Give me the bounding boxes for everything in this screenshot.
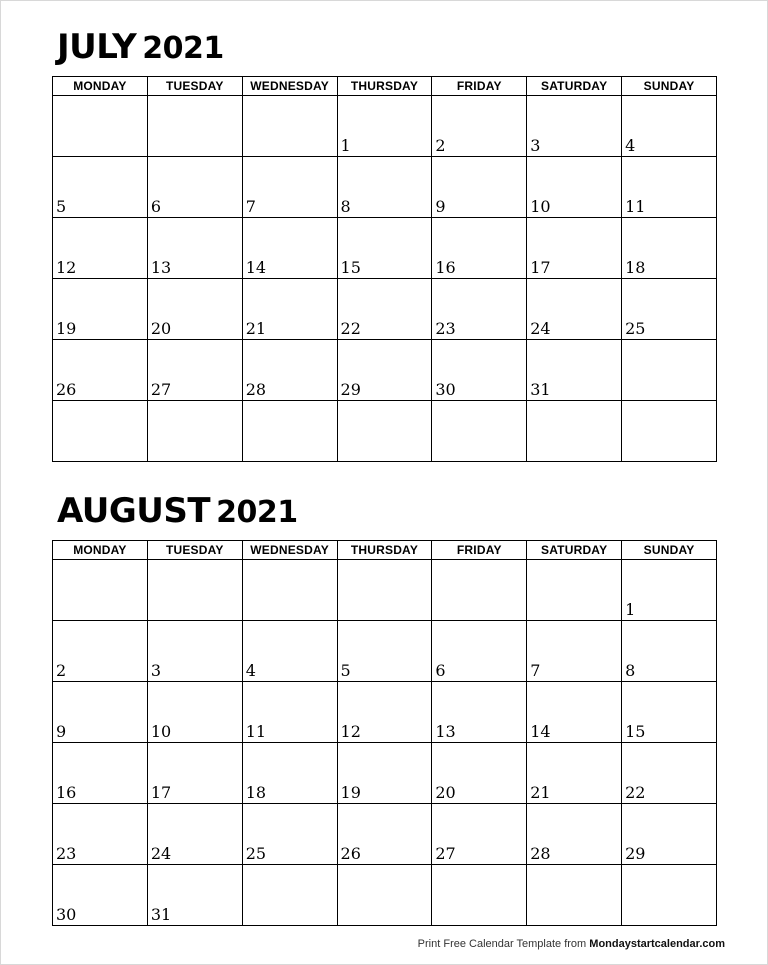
july-day-number: 7 — [245, 197, 256, 216]
august-day-number: 31 — [150, 905, 172, 924]
august-day-cell — [622, 865, 717, 926]
july-day-cell — [432, 96, 527, 157]
august-day-number: 7 — [530, 661, 541, 680]
august-day-cell — [622, 804, 717, 865]
july-calendar-grid — [52, 76, 717, 462]
july-month-label: JULY — [57, 27, 137, 67]
july-day-cell — [527, 340, 622, 401]
july-day-number: 23 — [435, 319, 456, 338]
footer-credit — [418, 938, 725, 950]
july-day-number: 8 — [340, 197, 351, 216]
august-day-cell — [622, 743, 717, 804]
july-day-number: 21 — [245, 319, 267, 338]
august-day-number: 25 — [245, 844, 267, 863]
july-day-number: 12 — [56, 258, 77, 277]
july-day-number: 22 — [340, 319, 361, 338]
july-day-number: 27 — [150, 380, 172, 399]
july-week-row — [53, 157, 717, 218]
july-day-number: 11 — [625, 197, 646, 216]
august-day-number: 29 — [625, 844, 646, 863]
july-header-friday: FRIDAY — [432, 77, 527, 96]
july-day-cell — [242, 340, 337, 401]
july-year-label: 2021 — [142, 31, 224, 66]
july-day-cell — [53, 96, 148, 157]
july-day-cell — [622, 96, 717, 157]
august-day-cell — [242, 621, 337, 682]
august-week-row — [53, 743, 717, 804]
july-day-cell — [337, 218, 432, 279]
july-day-cell — [622, 157, 717, 218]
august-header-wednesday: WEDNESDAY — [242, 541, 337, 560]
august-day-number: 26 — [340, 844, 361, 863]
august-header-sunday: SUNDAY — [622, 541, 717, 560]
july-day-cell — [622, 340, 717, 401]
august-day-number: 1 — [625, 600, 636, 619]
july-day-cell — [242, 218, 337, 279]
august-week-row — [53, 865, 717, 926]
july-day-cell — [527, 401, 622, 462]
august-calendar-grid — [52, 540, 717, 926]
august-day-cell — [337, 804, 432, 865]
august-week-row — [53, 560, 717, 621]
august-day-number: 19 — [340, 783, 361, 802]
july-day-number: 1 — [340, 136, 351, 155]
august-day-cell — [53, 682, 148, 743]
august-day-number: 11 — [245, 722, 267, 741]
august-header-monday: MONDAY — [53, 541, 148, 560]
august-year-label: 2021 — [216, 495, 298, 530]
july-day-cell — [53, 218, 148, 279]
july-day-cell — [147, 340, 242, 401]
august-day-number: 5 — [340, 661, 351, 680]
july-day-number: 24 — [530, 319, 551, 338]
july-day-number: 6 — [150, 197, 162, 216]
august-day-number: 2 — [56, 661, 67, 680]
july-day-cell — [527, 157, 622, 218]
august-day-cell — [527, 682, 622, 743]
august-day-cell — [242, 682, 337, 743]
august-day-cell — [242, 743, 337, 804]
july-day-cell — [147, 157, 242, 218]
july-day-cell — [242, 157, 337, 218]
july-day-cell — [147, 279, 242, 340]
august-week-row — [53, 682, 717, 743]
august-day-number: 24 — [150, 844, 172, 863]
july-header-monday: MONDAY — [53, 77, 148, 96]
august-day-cell — [53, 743, 148, 804]
july-day-cell — [432, 279, 527, 340]
august-header-tuesday: TUESDAY — [147, 541, 242, 560]
august-month-label: AUGUST — [57, 491, 211, 531]
august-day-number: 21 — [530, 783, 551, 802]
july-week-row — [53, 340, 717, 401]
july-header-thursday: THURSDAY — [337, 77, 432, 96]
july-day-number: 30 — [435, 380, 456, 399]
july-day-cell — [432, 218, 527, 279]
july-day-cell — [337, 401, 432, 462]
july-day-cell — [527, 279, 622, 340]
july-day-cell — [53, 279, 148, 340]
august-day-cell — [622, 682, 717, 743]
august-day-cell — [147, 743, 242, 804]
july-day-number: 16 — [435, 258, 456, 277]
august-weekday-header-row — [53, 541, 717, 560]
august-day-cell — [337, 743, 432, 804]
july-day-number: 19 — [56, 319, 77, 338]
august-day-number: 9 — [56, 722, 67, 741]
july-day-number: 10 — [530, 197, 551, 216]
july-day-cell — [242, 96, 337, 157]
july-header-wednesday: WEDNESDAY — [242, 77, 337, 96]
july-week-row — [53, 279, 717, 340]
july-day-number: 31 — [530, 380, 551, 399]
footer-text: Print Free Calendar Template from — [417, 938, 587, 950]
august-day-cell — [53, 865, 148, 926]
july-day-cell — [337, 340, 432, 401]
july-week-row — [53, 401, 717, 462]
august-day-cell — [527, 743, 622, 804]
july-day-cell — [53, 401, 148, 462]
july-day-number: 20 — [150, 319, 172, 338]
july-day-number: 29 — [340, 380, 361, 399]
july-day-number: 2 — [435, 136, 446, 155]
august-day-cell — [242, 804, 337, 865]
august-day-number: 22 — [625, 783, 646, 802]
footer-site-link[interactable]: Mondaystartcalendar.com — [589, 938, 725, 950]
july-day-cell — [147, 218, 242, 279]
august-day-number: 20 — [435, 783, 456, 802]
july-day-cell — [147, 401, 242, 462]
august-day-cell — [432, 743, 527, 804]
august-day-number: 15 — [625, 722, 646, 741]
july-week-row — [53, 96, 717, 157]
july-day-cell — [53, 340, 148, 401]
july-day-number: 15 — [340, 258, 361, 277]
july-day-cell — [337, 157, 432, 218]
august-day-number: 4 — [245, 661, 256, 680]
july-day-number: 5 — [56, 197, 67, 216]
july-day-cell — [337, 279, 432, 340]
july-day-cell — [242, 279, 337, 340]
august-day-number: 30 — [56, 905, 77, 924]
july-day-cell — [622, 401, 717, 462]
august-day-cell — [53, 621, 148, 682]
august-day-number: 6 — [435, 661, 446, 680]
august-day-cell — [527, 621, 622, 682]
july-day-number: 14 — [245, 258, 267, 277]
july-day-cell — [432, 157, 527, 218]
august-day-number: 8 — [625, 661, 636, 680]
july-day-cell — [432, 340, 527, 401]
july-day-cell — [527, 218, 622, 279]
august-header-saturday: SATURDAY — [527, 541, 622, 560]
july-day-number: 13 — [150, 258, 172, 277]
august-day-number: 27 — [435, 844, 456, 863]
august-day-cell — [53, 560, 148, 621]
august-day-cell — [432, 560, 527, 621]
july-header-saturday: SATURDAY — [527, 77, 622, 96]
august-day-number: 17 — [150, 783, 172, 802]
august-day-cell — [432, 621, 527, 682]
july-day-cell — [622, 218, 717, 279]
august-day-number: 13 — [435, 722, 456, 741]
july-day-number: 26 — [56, 380, 77, 399]
august-day-cell — [147, 682, 242, 743]
july-weekday-header-row — [53, 77, 717, 96]
july-week-row — [53, 218, 717, 279]
august-header-thursday: THURSDAY — [337, 541, 432, 560]
august-day-number: 16 — [56, 783, 77, 802]
august-day-cell — [527, 804, 622, 865]
august-day-cell — [242, 560, 337, 621]
july-day-cell — [147, 96, 242, 157]
august-week-row — [53, 804, 717, 865]
august-day-cell — [53, 804, 148, 865]
august-day-cell — [242, 865, 337, 926]
august-day-number: 23 — [56, 844, 77, 863]
august-day-cell — [432, 682, 527, 743]
july-header-tuesday: TUESDAY — [147, 77, 242, 96]
august-day-cell — [147, 865, 242, 926]
august-day-cell — [432, 865, 527, 926]
july-day-cell — [337, 96, 432, 157]
august-day-cell — [337, 682, 432, 743]
august-day-number: 14 — [530, 722, 551, 741]
july-header-sunday: SUNDAY — [622, 77, 717, 96]
august-day-cell — [147, 621, 242, 682]
august-day-cell — [337, 865, 432, 926]
july-title — [57, 27, 224, 67]
july-day-number: 17 — [530, 258, 551, 277]
july-day-number: 18 — [625, 258, 646, 277]
august-day-cell — [147, 560, 242, 621]
august-day-cell — [337, 621, 432, 682]
july-day-cell — [527, 96, 622, 157]
august-day-number: 3 — [150, 661, 162, 680]
august-day-cell — [432, 804, 527, 865]
july-day-cell — [622, 279, 717, 340]
july-day-number: 4 — [625, 136, 636, 155]
july-day-number: 9 — [435, 197, 446, 216]
july-day-cell — [53, 157, 148, 218]
august-day-number: 12 — [340, 722, 361, 741]
august-day-number: 28 — [530, 844, 551, 863]
august-day-number: 10 — [150, 722, 172, 741]
july-day-cell — [432, 401, 527, 462]
august-day-cell — [622, 560, 717, 621]
july-day-cell — [242, 401, 337, 462]
august-title — [57, 491, 298, 531]
august-day-number: 18 — [245, 783, 267, 802]
august-day-cell — [147, 804, 242, 865]
august-header-friday: FRIDAY — [432, 541, 527, 560]
august-day-cell — [337, 560, 432, 621]
july-day-number: 28 — [245, 380, 267, 399]
july-day-number: 3 — [530, 136, 541, 155]
july-day-number: 25 — [625, 319, 646, 338]
august-day-cell — [527, 560, 622, 621]
august-week-row — [53, 621, 717, 682]
august-day-cell — [622, 621, 717, 682]
august-day-cell — [527, 865, 622, 926]
